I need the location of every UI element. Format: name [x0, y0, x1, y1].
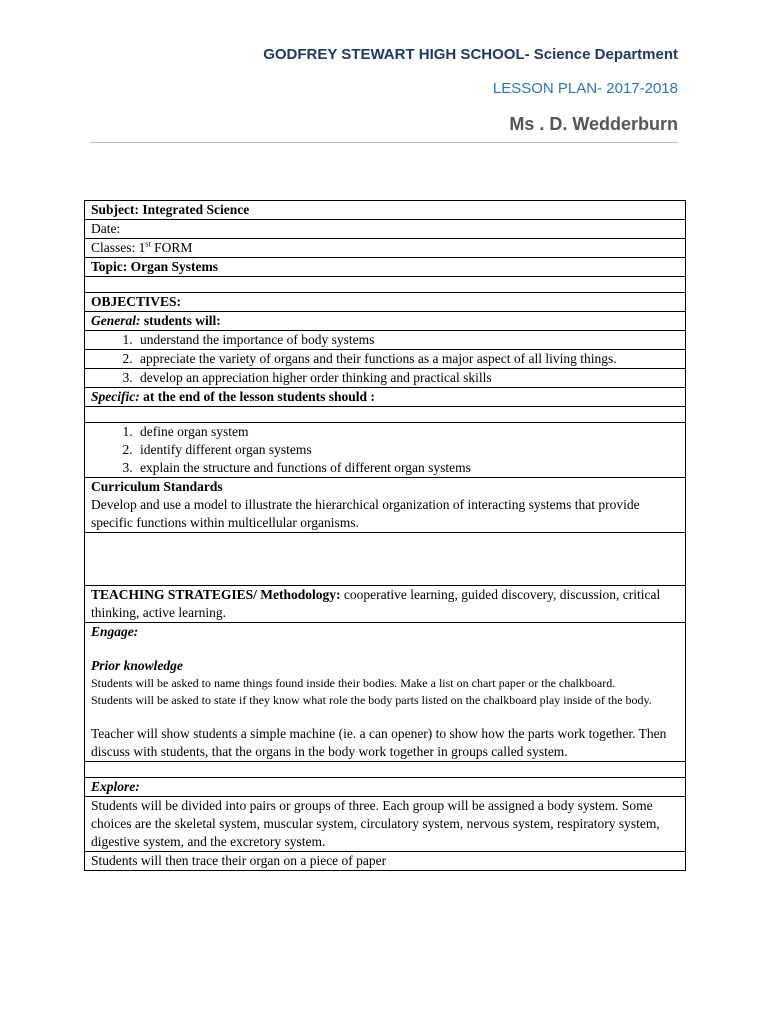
classes-superscript: st — [145, 239, 151, 249]
general-item-2-cell — [85, 350, 686, 369]
subject-text: Subject: Integrated Science — [91, 202, 250, 217]
specific-label: Specific: — [91, 389, 140, 404]
list-item: 3. explain the structure and functions of different organ systems — [136, 459, 679, 477]
specific-cell — [85, 388, 686, 407]
empty-row — [85, 407, 686, 423]
prior-knowledge-heading: Prior knowledge — [91, 658, 183, 673]
empty-row — [85, 277, 686, 293]
strategies-text: cooperative learning, guided discovery, discussion, critical thinking, active learning. — [91, 587, 661, 620]
school-heading: GODFREY STEWART HIGH SCHOOL- Science Department — [263, 46, 678, 63]
spacer — [91, 709, 679, 725]
trace-text: Students will then trace their organ on a piece of paper — [91, 853, 387, 868]
classes-prefix: Classes: 1 — [91, 240, 146, 255]
objectives-cell — [85, 293, 686, 312]
topic-cell — [85, 258, 686, 277]
list-item: 2. identify different organ systems — [136, 441, 679, 459]
specific-items-cell — [85, 423, 686, 478]
list-item: 1. understand the importance of body systems — [136, 331, 679, 349]
teacher-name: Ms . D. Wedderburn — [509, 114, 678, 134]
topic-text: Topic: Organ Systems — [91, 259, 219, 274]
general-label: General: — [91, 313, 141, 328]
objectives-heading: OBJECTIVES: — [91, 294, 182, 309]
curriculum-cell — [85, 478, 686, 533]
date-text: Date: — [91, 221, 121, 236]
header-divider — [90, 142, 678, 143]
explore-text: Students will be divided into pairs or groups of three. Each group will be assigned a body system. Some choices are the skeletal system, muscular system, circulatory system, nervous system, respiratory system, digestive system, and the excretory system. — [91, 798, 660, 849]
classes-suffix: FORM — [150, 240, 193, 255]
engage-paragraph-2: Students will be asked to state if they know what role the body parts listed on the chalkboard play inside of the body. — [91, 693, 652, 707]
general-item-3-cell — [85, 369, 686, 388]
lesson-plan-heading: LESSON PLAN- 2017-2018 — [492, 80, 678, 97]
strategies-label: TEACHING STRATEGIES/ Methodology: — [91, 587, 341, 602]
list-item: 2. appreciate the variety of organs and their functions as a major aspect of all living things. — [136, 350, 679, 368]
subject-cell — [85, 201, 686, 220]
general-item-1-cell — [85, 331, 686, 350]
explore-cell — [85, 778, 686, 797]
empty-row — [85, 533, 686, 586]
general-rest: students will: — [140, 313, 221, 328]
engage-cell — [85, 623, 686, 762]
general-cell — [85, 312, 686, 331]
trace-cell — [85, 852, 686, 871]
list-item: 1. define organ system — [136, 423, 679, 441]
explore-heading: Explore: — [91, 779, 140, 794]
list-item: 3. develop an appreciation higher order thinking and practical skills — [136, 369, 679, 387]
date-cell — [85, 220, 686, 239]
specific-rest: at the end of the lesson students should : — [139, 389, 375, 404]
engage-paragraph-3: Teacher will show students a simple machine (ie. a can opener) to show how the parts work together. Then discuss with students, that the organs in the body work together in groups called system. — [91, 726, 667, 759]
engage-paragraph-1: Students will be asked to name things found inside their bodies. Make a list on chart paper or the chalkboard. — [91, 676, 616, 690]
curriculum-text: Develop and use a model to illustrate the hierarchical organization of interacting systems that provide specific functions within multicellular organisms. — [91, 497, 640, 530]
spacer — [91, 641, 679, 657]
strategies-cell — [85, 586, 686, 623]
explore-text-cell — [85, 797, 686, 852]
classes-cell — [85, 239, 686, 258]
lesson-plan-table — [84, 200, 686, 871]
empty-row — [85, 762, 686, 778]
curriculum-heading: Curriculum Standards — [91, 479, 223, 494]
engage-heading: Engage: — [91, 624, 139, 639]
